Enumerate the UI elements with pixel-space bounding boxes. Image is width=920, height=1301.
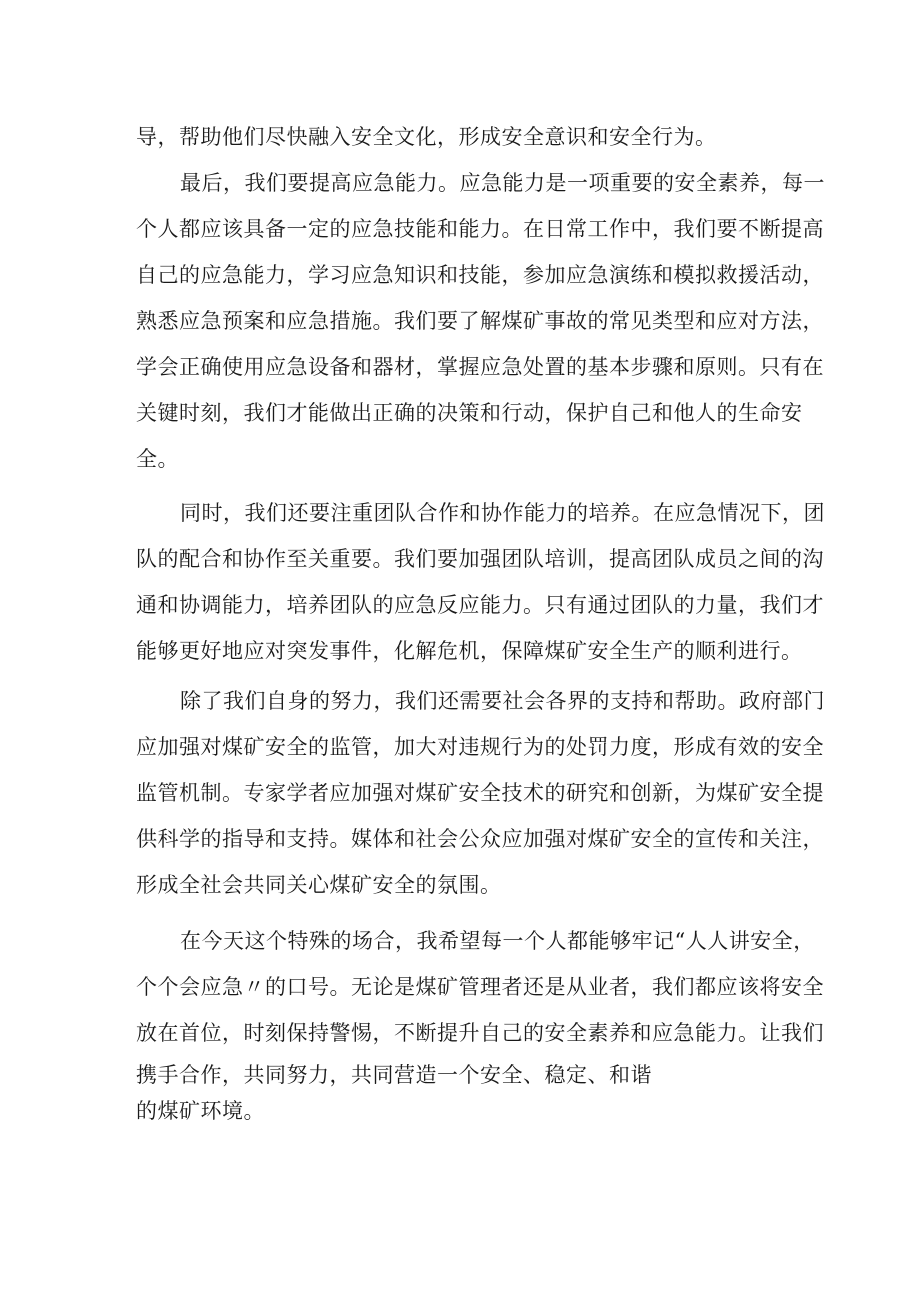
text-line: 携手合作，共同努力，共同营造一个安全、稳定、和谐	[136, 1063, 652, 1087]
text-line: 学会正确使用应急设备和器材，掌握应急处置的基本步骤和原则。只有在	[136, 355, 824, 379]
text-line: 形成全社会共同关心煤矿安全的氛围。	[136, 873, 502, 897]
text-line: 个个会应急〃的口号。无论是煤矿管理者还是从业者，我们都应该将安全	[136, 975, 824, 999]
text-line: 队的配合和协作至关重要。我们要加强团队培训，提高团队成员之间的沟	[136, 547, 824, 571]
paragraph-first-line: 最后，我们要提高应急能力。应急能力是一项重要的安全素养，每一	[180, 171, 825, 195]
text-line: 放在首位，时刻保持警惕，不断提升自己的安全素养和应急能力。让我们	[136, 1021, 824, 1045]
text-line: 能够更好地应对突发事件，化解危机，保障煤矿安全生产的顺利进行。	[136, 639, 803, 663]
paragraph-first-line: 在今天这个特殊的场合，我希望每一个人都能够牢记“人人讲安全，	[180, 929, 815, 953]
text-line: 全。	[136, 447, 179, 471]
paragraph-first-line: 同时，我们还要注重团队合作和协作能力的培养。在应急情况下，团	[180, 501, 825, 525]
text-line: 的煤矿环境。	[136, 1099, 265, 1123]
text-line: 应加强对煤矿安全的监管，加大对违规行为的处罚力度，形成有效的安全	[136, 735, 824, 759]
text-line: 供科学的指导和支持。媒体和社会公众应加强对煤矿安全的宣传和关注，	[136, 827, 824, 851]
text-line: 通和协调能力，培养团队的应急反应能力。只有通过团队的力量，我们才	[136, 593, 824, 617]
text-line: 关键时刻，我们才能做出正确的决策和行动，保护自己和他人的生命安	[136, 401, 803, 425]
text-line: 自己的应急能力，学习应急知识和技能，参加应急演练和模拟救援活动，	[136, 263, 824, 287]
text-line: 导，帮助他们尽快融入安全文化，形成安全意识和安全行为。	[136, 125, 717, 149]
paragraph-first-line: 除了我们自身的努力，我们还需要社会各界的支持和帮助。政府部门	[180, 689, 825, 713]
text-line: 熟悉应急预案和应急措施。我们要了解煤矿事故的常见类型和应对方法，	[136, 309, 824, 333]
text-line: 监管机制。专家学者应加强对煤矿安全技术的研究和创新，为煤矿安全提	[136, 781, 824, 805]
text-line: 个人都应该具备一定的应急技能和能力。在日常工作中，我们要不断提高	[136, 217, 824, 241]
